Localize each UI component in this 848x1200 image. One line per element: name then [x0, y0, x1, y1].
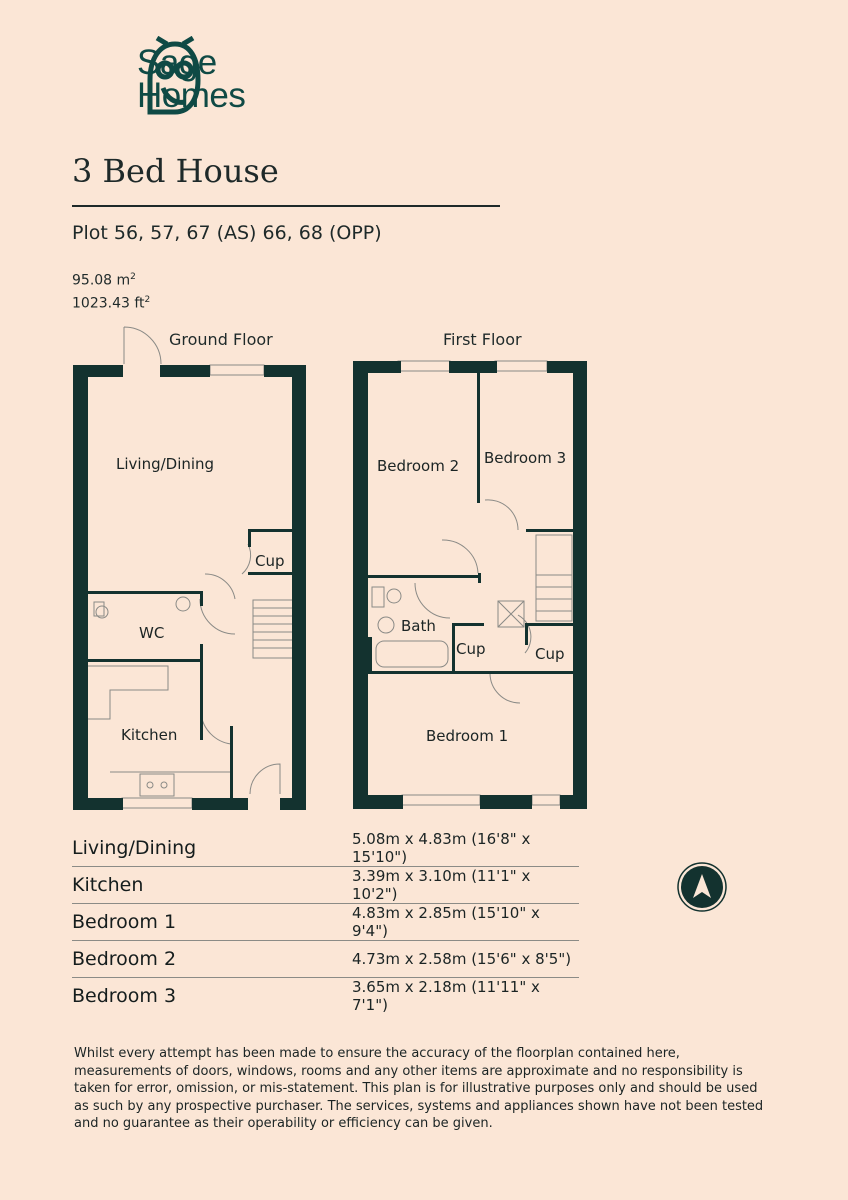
room-label-bedroom-2: Bedroom 2 — [377, 457, 460, 475]
area-sqm-value: 95.08 m — [72, 272, 131, 289]
room-label-bedroom-1: Bedroom 1 — [426, 727, 509, 745]
area-sqm — [72, 268, 150, 291]
table-row — [72, 867, 579, 904]
brand-line-2: Homes — [137, 76, 246, 115]
dimension-size: 3.39m x 3.10m (11'1" x 10'2") — [332, 867, 579, 904]
first-floor-plan — [350, 355, 590, 815]
table-row — [72, 830, 579, 867]
room-label-cup-1: Cup — [456, 640, 486, 658]
dimension-size: 4.73m x 2.58m (15'6" x 8'5") — [332, 941, 579, 978]
area-sqft-value: 1023.43 ft — [72, 295, 145, 312]
area-block — [72, 268, 150, 313]
ground-floor-label: Ground Floor — [169, 330, 273, 349]
dimension-size: 4.83m x 2.85m (15'10" x 9'4") — [332, 904, 579, 941]
room-label-bath: Bath — [401, 617, 436, 635]
dimension-room: Bedroom 1 — [72, 904, 332, 941]
room-label-cup: Cup — [255, 552, 285, 570]
dimension-size: 3.65m x 2.18m (11'11" x 7'1") — [352, 978, 540, 1014]
dimension-room: Bedroom 3 — [72, 985, 177, 1007]
title-divider — [72, 205, 500, 207]
room-dimensions-table — [72, 830, 579, 1014]
table-row — [72, 941, 579, 978]
disclaimer-text: Whilst every attempt has been made to ensure the accuracy of the floorplan contained here, measurements of doors, windows, rooms and any other items are approximate and no responsibility is taken for error, omission, or mis-statement. This plan is for illustrative purposes only and should be used as such by any prospective purchaser. The services, systems and appliances shown have not been tested and no guarantee as their operability or efficiency can be given. — [74, 1046, 764, 1132]
table-row — [72, 904, 579, 941]
room-label-kitchen: Kitchen — [121, 726, 178, 744]
table-row — [72, 978, 579, 1015]
brand-line-1: Sage — [137, 43, 217, 82]
dimension-room: Bedroom 2 — [72, 941, 332, 978]
area-sqm-unit-sup: 2 — [130, 272, 136, 282]
room-label-living-dining: Living/Dining — [116, 455, 215, 473]
page-title: 3 Bed House — [72, 152, 279, 190]
room-label-cup-2: Cup — [535, 645, 565, 663]
area-sqft — [72, 291, 150, 314]
dimension-size: 5.08m x 4.83m (16'8" x 15'10") — [332, 830, 579, 867]
dimension-room: Kitchen — [72, 867, 332, 904]
room-label-wc: WC — [139, 624, 165, 642]
plot-numbers: Plot 56, 57, 67 (AS) 66, 68 (OPP) — [72, 222, 382, 244]
north-arrow-icon — [677, 862, 727, 912]
brand-name — [137, 43, 246, 115]
dimension-room: Living/Dining — [72, 830, 332, 867]
first-floor-label: First Floor — [443, 330, 522, 349]
area-sqft-unit-sup: 2 — [144, 294, 151, 305]
room-label-bedroom-3: Bedroom 3 — [484, 449, 567, 467]
